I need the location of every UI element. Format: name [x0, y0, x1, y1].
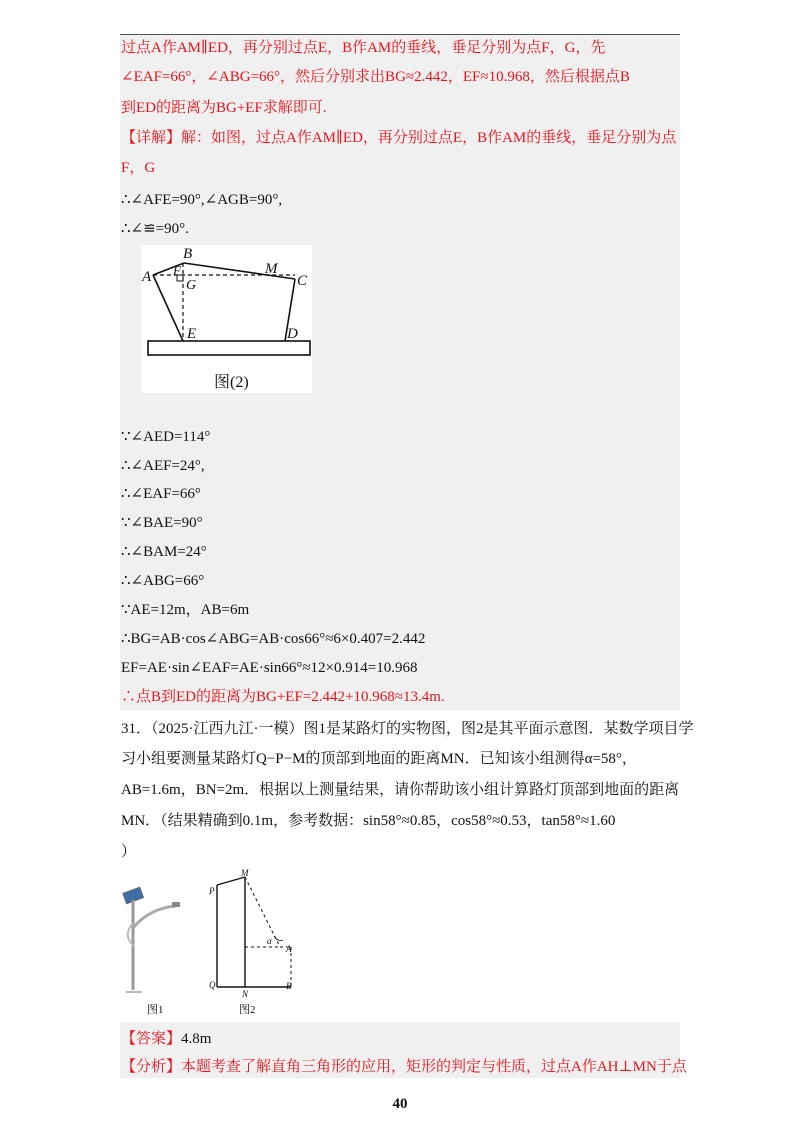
analysis-line: [121, 1057, 687, 1077]
solution-line-6: ∴∠AFE=90°,∠AGB=90°,: [121, 192, 283, 208]
solution-line-7: ∴∠≌=90°.: [121, 221, 189, 237]
q31-line-4: MN．（结果精确到0.1m，参考数据：sin58°≈0.85，cos58°≈0.53，tan58°≈1.60: [121, 813, 616, 829]
q31-figures: [120, 868, 300, 1016]
step-4: ∵∠BAE=90°: [121, 515, 203, 531]
fig2-label-m: M: [265, 261, 278, 277]
step-6: ∴∠ABG=66°: [121, 573, 205, 589]
step-3: ∴∠EAF=66°: [121, 486, 201, 502]
step-7: ∵AE=12m，AB=6m: [121, 602, 250, 618]
analysis-tag: 【分析】: [121, 1059, 182, 1075]
fig2-caption-31: 图2: [239, 1004, 256, 1016]
fig2-label-g: G: [186, 278, 197, 293]
fig31-label-b: B: [286, 981, 292, 991]
fig1-caption: 图1: [147, 1004, 164, 1016]
answer-line: [121, 1029, 211, 1049]
step-2: ∴∠AEF=24°,: [121, 458, 205, 474]
fig31-label-p: P: [209, 886, 215, 896]
solution-line-3: 到ED的距离为BG+EF求解即可.: [121, 100, 327, 116]
answer-tag: 【答案】: [121, 1031, 182, 1047]
solution-line-1: 过点A作AM∥ED，再分别过点E，B作AM的垂线，垂足分别为点F，G，先: [121, 40, 606, 56]
fig2-label-c: C: [297, 273, 308, 289]
answer-value: 4.8m: [181, 1031, 212, 1047]
fig2-label-e: E: [187, 326, 197, 342]
solution-line-2: ∠EAF=66°，∠ABG=66°，然后分别求出BG≈2.442，EF≈10.968，然后根据点B: [121, 69, 630, 85]
q31-line-2: 习小组要测量某路灯Q−P−M的顶部到地面的距离MN．已知该小组测得α=58°，: [121, 751, 637, 767]
step-1: ∵∠AED=114°: [121, 429, 211, 445]
fig2-caption: 图(2): [214, 374, 249, 391]
step-9: EF=AE·sin∠EAF=AE·sin66°≈12×0.914=10.968: [121, 660, 418, 676]
step-5: ∴∠BAM=24°: [121, 544, 207, 560]
street-lamp-illustration: [123, 887, 180, 992]
fig2-label-a: A: [142, 269, 152, 285]
solution-line-4: 【详解】解：如图，过点A作AM∥ED，再分别过点E，B作AM的垂线，垂足分别为点: [121, 130, 677, 146]
figure-2-drawing: [141, 245, 312, 393]
fig31-label-q: Q: [209, 980, 216, 990]
solution-line-5: F，G: [121, 160, 156, 176]
fig31-label-a: A: [286, 944, 292, 954]
fig2-label-d: D: [287, 326, 298, 342]
fig2-label-f: F: [173, 263, 181, 278]
step-10: ∴点B到ED的距离为BG+EF=2.442+10.968≈13.4m.: [121, 689, 445, 705]
q31-line-5: ）: [121, 844, 137, 860]
q31-line-1: 31．（2025·江西九江·一模）图1是某路灯的实物图，图2是其平面示意图．某数学项目学: [121, 721, 694, 737]
fig2-label-b: B: [183, 246, 193, 262]
step-8: ∴BG=AB·cos∠ABG=AB·cos66°≈6×0.407=2.442: [121, 631, 426, 647]
page-number: 40: [392, 1096, 408, 1112]
analysis-text: 本题考查了解直角三角形的应用，矩形的判定与性质，过点A作AH⊥MN于点: [181, 1059, 687, 1075]
figure-2: [141, 245, 312, 393]
fig31-label-alpha: α: [267, 936, 272, 946]
fig31-label-m: M: [241, 868, 249, 878]
q31-line-3: AB=1.6m，BN=2m．根据以上测量结果，请你帮助该小组计算路灯顶部到地面的距离: [121, 782, 680, 798]
fig31-label-n: N: [242, 989, 249, 999]
q31-figures-drawing: [120, 868, 300, 1016]
